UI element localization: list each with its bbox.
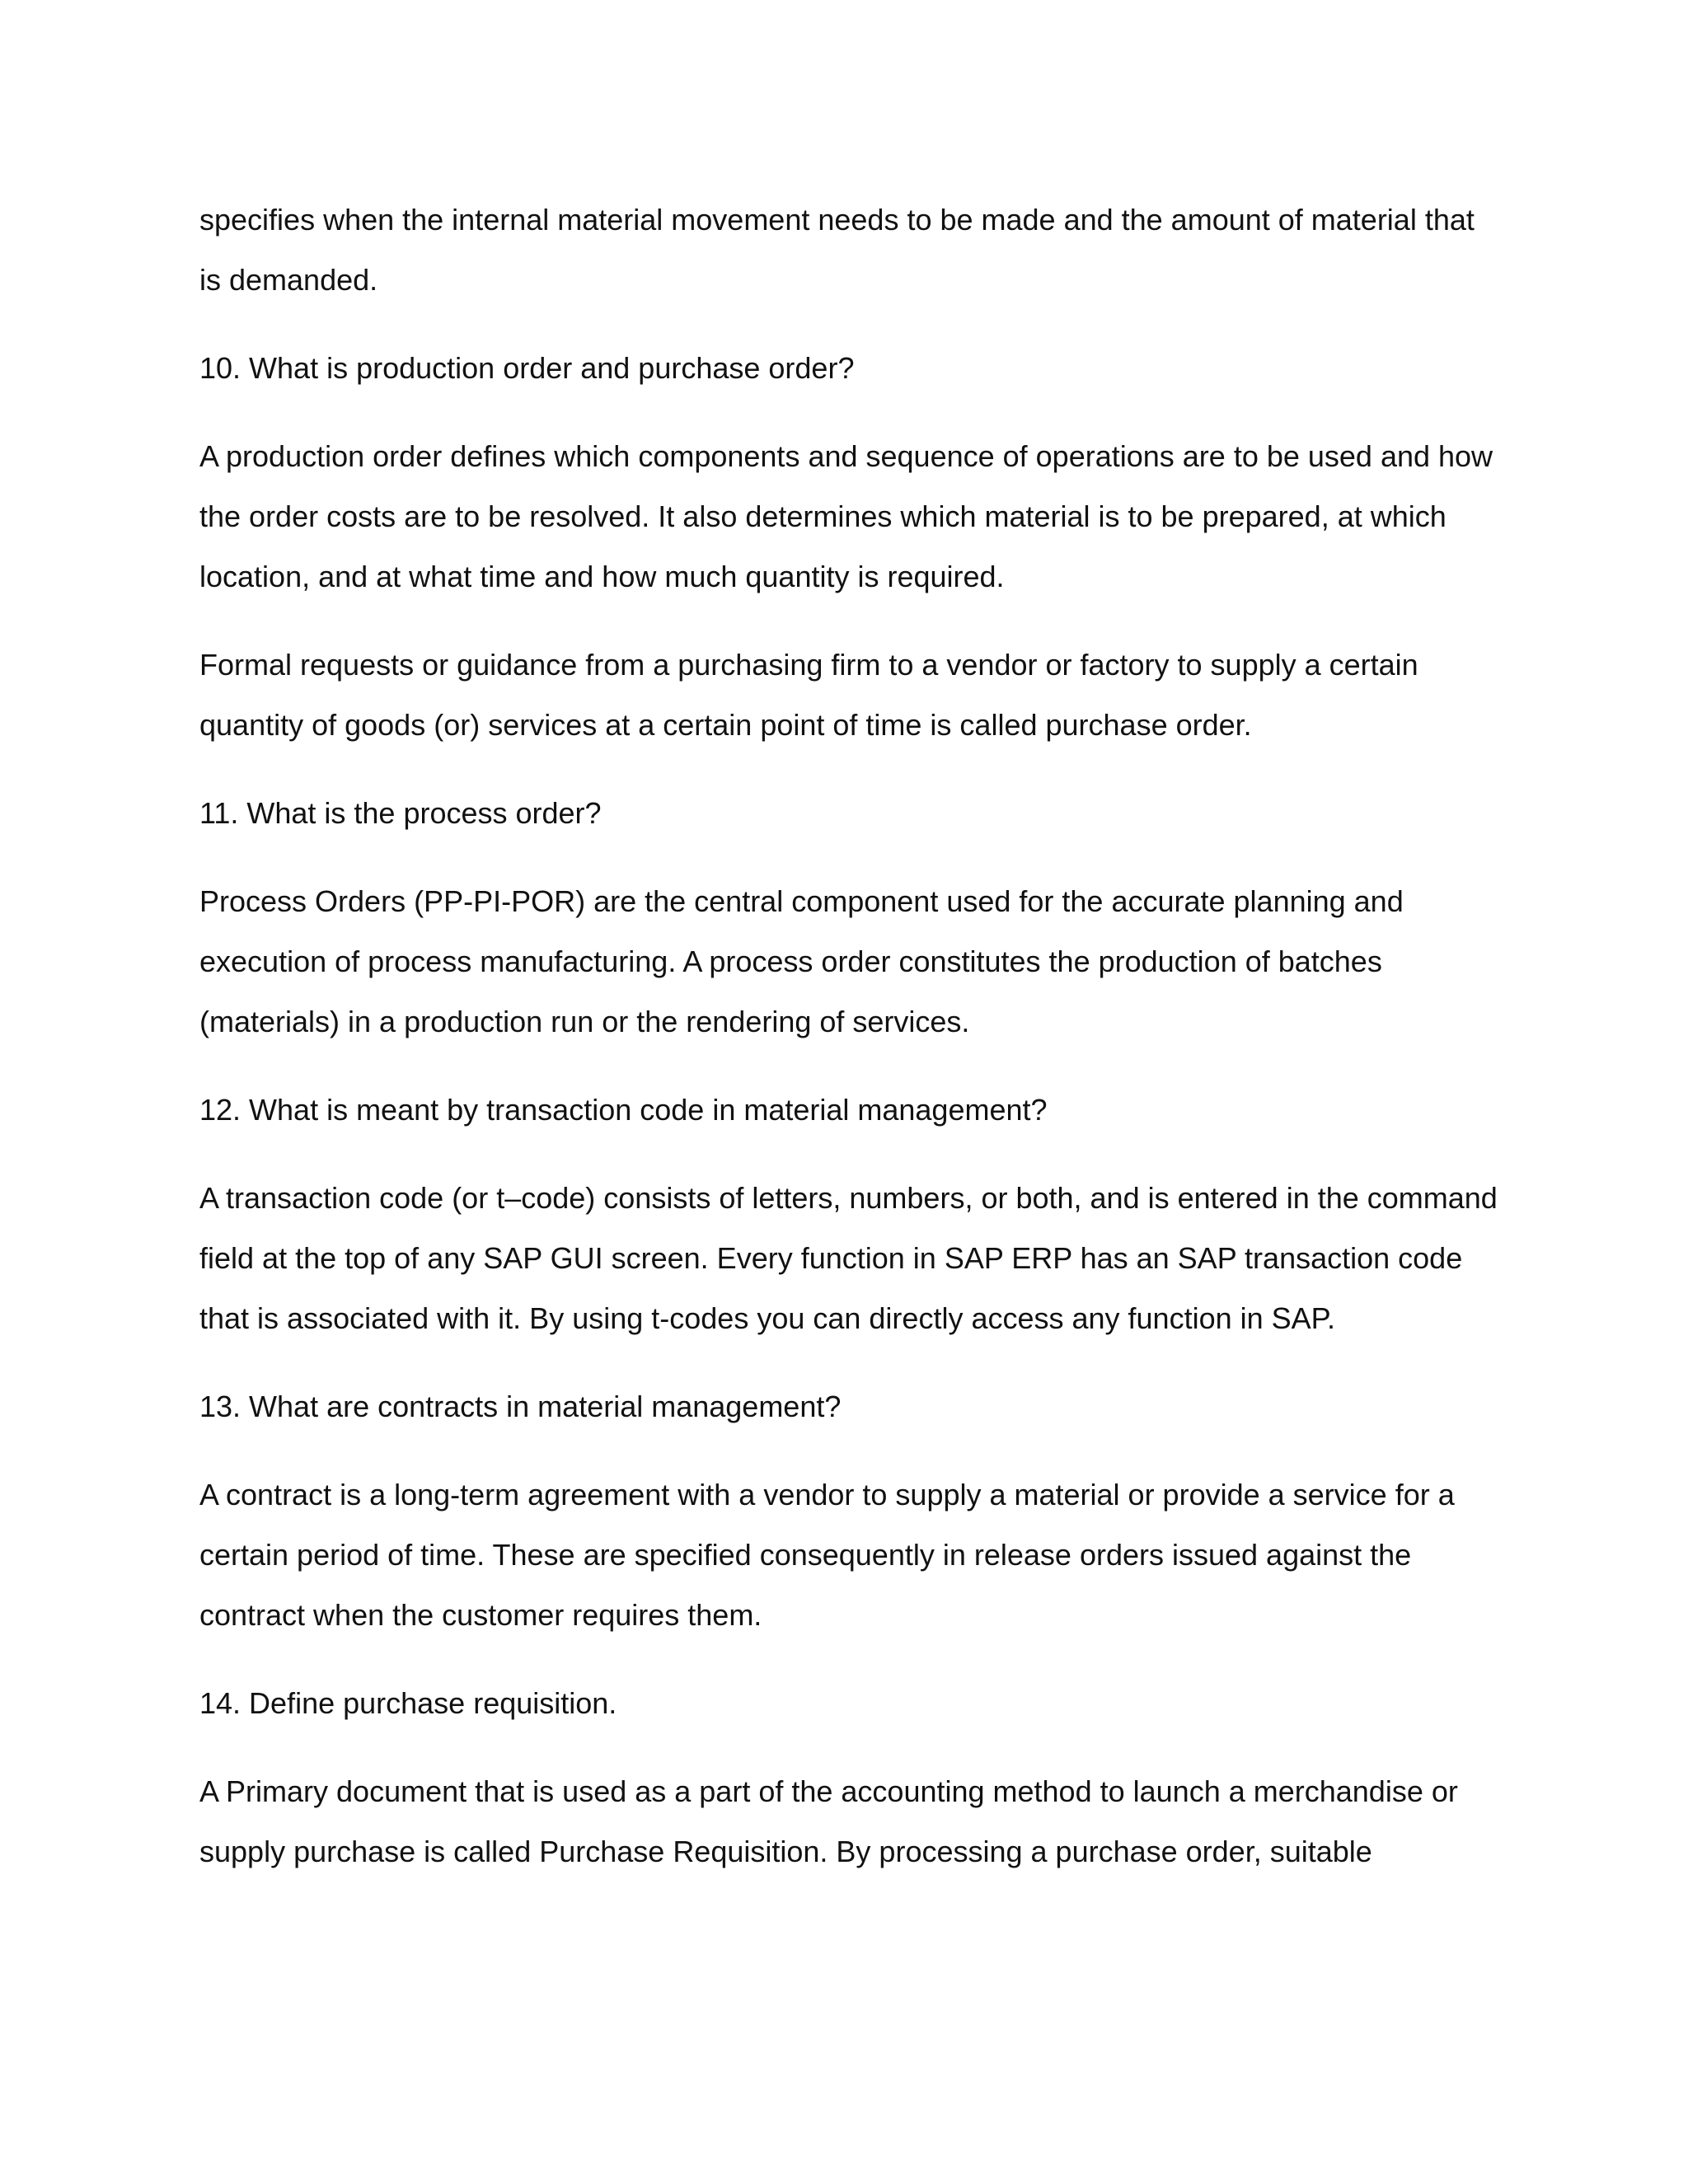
- answer-12: A transaction code (or t–code) consists of letters, numbers, or both, and is entered in the command field at the top of any SAP GUI screen. Every function in SAP ERP has an SAP transaction code that is associated with it. By using t-codes you can directly access any function in SAP.: [199, 1181, 1498, 1335]
- question-12: 12. What is meant by transaction code in material management?: [199, 1093, 1048, 1127]
- answer-14: A Primary document that is used as a part of the accounting method to launch a merchandise or supply purchase is called Purchase Requisition. By processing a purchase order, suitable: [199, 1774, 1458, 1868]
- answer-10-production-order: A production order defines which components and sequence of operations are to be used and how the order costs are to be resolved. It also determines which material is to be prepared, at which location, and at what time and how much quantity is required.: [199, 439, 1493, 593]
- question-14: 14. Define purchase requisition.: [199, 1686, 617, 1720]
- answer-11: Process Orders (PP-PI-POR) are the central component used for the accurate planning and execution of process manufacturing. A process order constitutes the production of batches (materials) in a production run or the rendering of services.: [199, 884, 1404, 1038]
- answer-13: A contract is a long-term agreement with a vendor to supply a material or provide a service for a certain period of time. These are specified consequently in release orders issued against the contract when the customer requires them.: [199, 1478, 1455, 1632]
- question-11: 11. What is the process order?: [199, 796, 602, 830]
- question-10: 10. What is production order and purchase order?: [199, 351, 855, 385]
- paragraph-continuation: specifies when the internal material movement needs to be made and the amount of material that is demanded.: [199, 203, 1475, 297]
- answer-10-purchase-order: Formal requests or guidance from a purchasing firm to a vendor or factory to supply a certain quantity of goods (or) services at a certain point of time is called purchase order.: [199, 648, 1418, 742]
- question-13: 13. What are contracts in material management?: [199, 1390, 842, 1423]
- document-body: [199, 190, 1502, 1910]
